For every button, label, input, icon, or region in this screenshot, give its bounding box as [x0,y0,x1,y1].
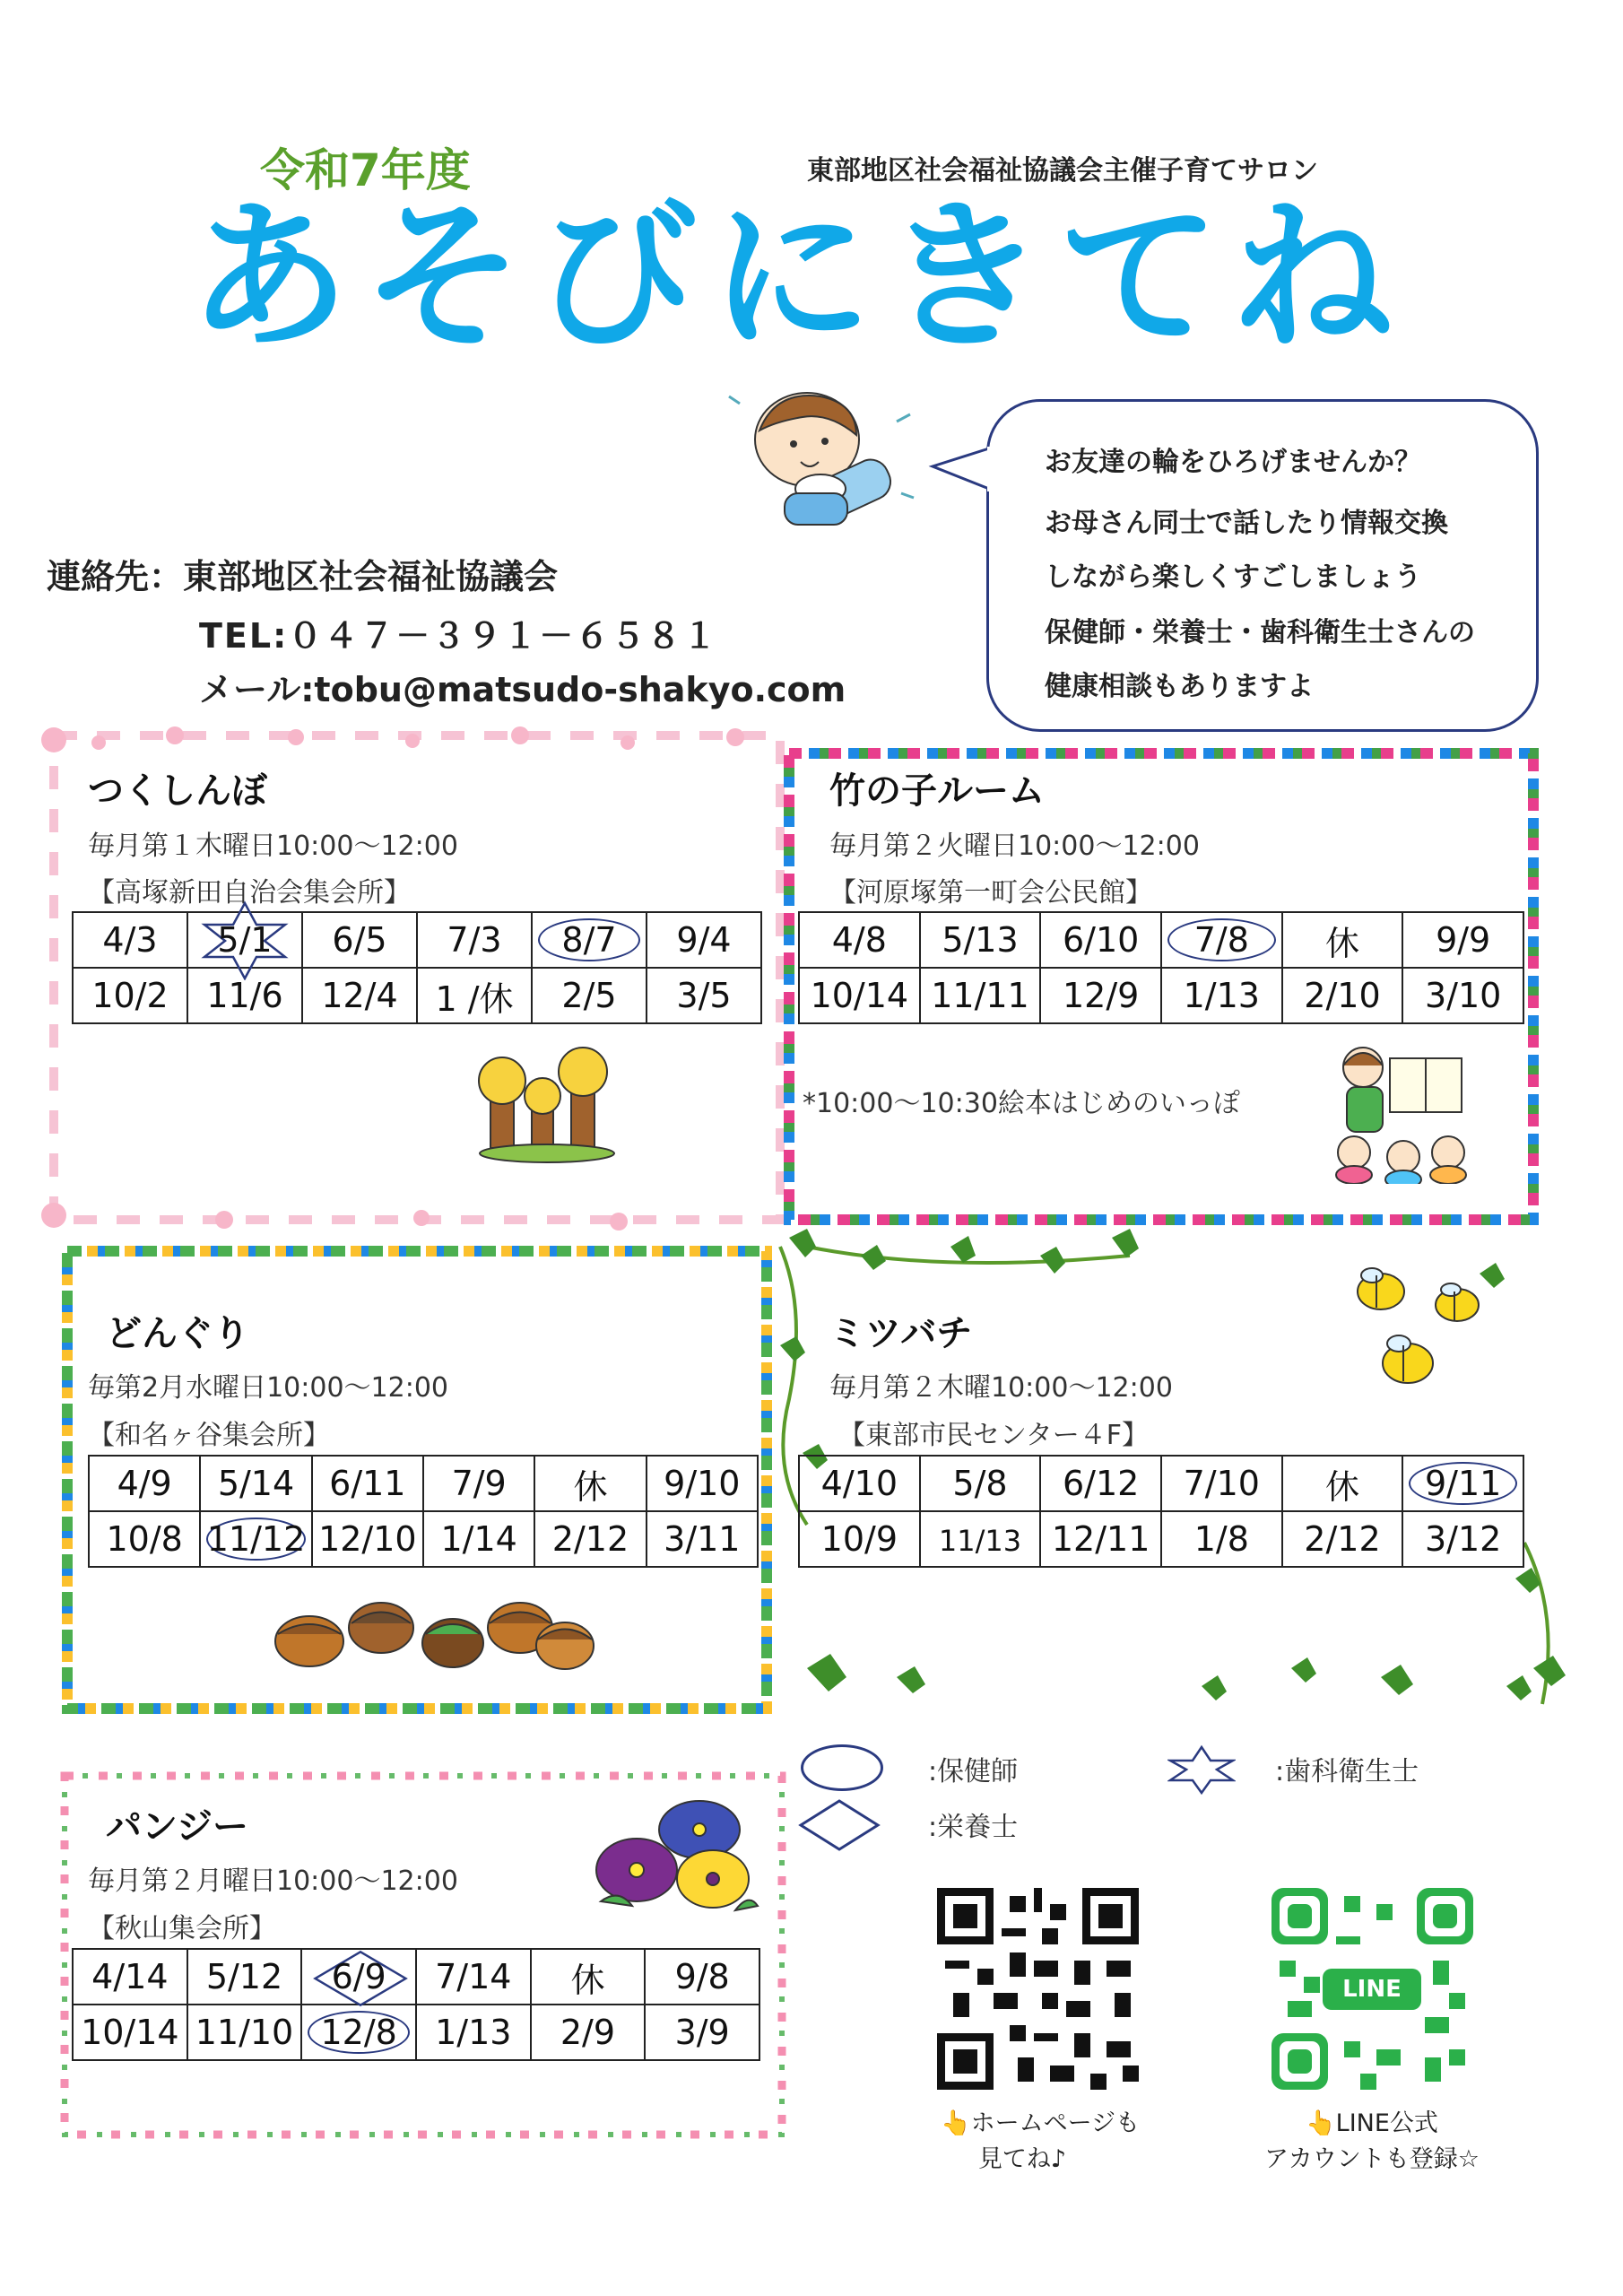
section-place-pansy: 【秋山集会所】 [88,1913,276,1944]
date-cell: 10/2 [73,968,187,1023]
date-cell: 7/14 [416,1949,531,2005]
legend-nutrition: :栄養士 [928,1812,1019,1843]
date-cell: 3/12 [1402,1511,1523,1567]
bees-illustration [1345,1256,1497,1408]
date-cell: 6/9 [301,1949,416,2005]
schedule-table-takenoko [798,911,1524,1024]
date-cell: 10/14 [799,968,920,1023]
legend-diamond-icon [798,1798,881,1852]
date-cell: 休 [1282,1456,1403,1511]
date-cell: 11/10 [187,2005,302,2060]
date-cell: 2/9 [531,2005,646,2060]
bubble-line: お友達の輪をひろげませんか？ [1045,447,1421,478]
section-title-pansy: パンジー [106,1806,248,1848]
acorn-illustration [269,1587,601,1677]
date-cell: 3/5 [647,968,761,1023]
date-cell: 9/4 [647,912,761,968]
takenoko-note: *10:00～10:30絵本はじめのいっぽ [803,1088,1240,1119]
date-cell: 5/13 [920,912,1041,968]
date-cell: 10/14 [73,2005,187,2060]
pansy-flower-illustration [583,1785,762,1919]
date-cell: 5/14 [200,1456,311,1511]
date-cell: 1/13 [1161,968,1282,1023]
date-cell: 12/4 [302,968,417,1023]
bubble-line: 健康相談もありますよ [1045,671,1314,702]
date-cell: 6/12 [1040,1456,1161,1511]
contact-tel: TEL:０４７－３９１－６５８１ [199,616,719,656]
schedule-table-donguri [88,1455,759,1568]
date-cell: 11/11 [920,968,1041,1023]
bubble-line: 保健師・栄養士・歯科衛生士さんの [1045,617,1475,648]
section-place-takenoko: 【河原塚第一町会公民館】 [829,877,1152,909]
date-cell: 休 [534,1456,646,1511]
date-cell: 6/11 [312,1456,423,1511]
schedule-table-pansy [72,1948,760,2061]
section-schedule-pansy: 毎月第２月曜日10:00～12:00 [88,1866,458,1897]
date-cell: 11/12 [200,1511,311,1567]
date-cell: 12/8 [301,2005,416,2060]
date-cell: 12/11 [1040,1511,1161,1567]
section-schedule-tsukushinbo: 毎月第１木曜日10:00～12:00 [88,831,458,862]
date-cell: 1 /休 [417,968,532,1023]
section-schedule-donguri: 毎第2月水曜日10:00～12:00 [88,1372,448,1404]
date-cell: 3/9 [645,2005,759,2060]
section-place-mitsubachi: 【東部市民センター４F】 [838,1420,1150,1451]
date-cell: 2/5 [532,968,647,1023]
year-label: 令和7年度 [260,144,471,196]
legend-nurse: :保健師 [928,1756,1019,1787]
legend-circle-icon [801,1744,883,1791]
date-cell: 9/11 [1402,1456,1523,1511]
date-cell: 12/9 [1040,968,1161,1023]
date-cell: 5/8 [920,1456,1041,1511]
date-cell: 4/3 [73,912,187,968]
section-title-donguri: どんぐり [106,1313,249,1354]
date-cell: 2/12 [1282,1511,1403,1567]
section-schedule-takenoko: 毎月第２火曜日10:00～12:00 [829,831,1200,862]
section-title-tsukushinbo: つくしんぼ [88,770,267,812]
date-cell: 4/14 [73,1949,187,2005]
date-cell: 7/8 [1161,912,1282,968]
date-cell: 7/3 [417,912,532,968]
line-caption-line2: アカウントも登録☆ [1264,2145,1480,2173]
line-logo-icon: LINE [1323,1969,1421,2010]
date-cell: 3/11 [647,1511,758,1567]
tsukushi-illustration [471,1040,623,1166]
date-cell: 6/10 [1040,912,1161,968]
bubble-line: しながら楽しくすごしましょう [1045,561,1421,593]
date-cell: 休 [1282,912,1403,968]
homepage-qr-code[interactable] [937,1888,1139,2090]
date-cell: 6/5 [302,912,417,968]
section-title-mitsubachi: ミツバチ [829,1313,973,1354]
line-caption-line1: 👆LINE公式 [1306,2109,1438,2137]
date-cell: 5/12 [187,1949,302,2005]
date-cell: 9/8 [645,1949,759,2005]
date-cell: 12/10 [312,1511,423,1567]
date-cell: 1/8 [1161,1511,1282,1567]
contact-mail[interactable]: メール:tobu@matsudo-shakyo.com [199,670,846,709]
picture-book-illustration [1318,1040,1480,1184]
date-cell: 2/12 [534,1511,646,1567]
section-place-tsukushinbo: 【高塚新田自治会集会所】 [88,877,411,909]
date-cell: 4/10 [799,1456,920,1511]
date-cell: 9/10 [647,1456,758,1511]
date-cell: 3/10 [1402,968,1523,1023]
date-cell: 9/9 [1402,912,1523,968]
date-cell: 8/7 [532,912,647,968]
date-cell: 11/13 [920,1511,1041,1567]
schedule-table-mitsubachi [798,1455,1524,1568]
date-cell: 7/9 [423,1456,534,1511]
contact-label: 連絡先：東部地区社会福祉協議会 [47,557,559,596]
date-cell: 1/14 [423,1511,534,1567]
section-title-takenoko: 竹の子ルーム [829,770,1045,812]
page-title: あそびにきてね [188,184,1407,371]
date-cell: 10/8 [89,1511,200,1567]
date-cell: 2/10 [1282,968,1403,1023]
homepage-caption-line2: 見てね♪ [977,2145,1067,2173]
schedule-table-tsukushinbo [72,911,762,1024]
legend-star-icon [1167,1744,1236,1795]
date-cell: 1/13 [416,2005,531,2060]
date-cell: 10/9 [799,1511,920,1567]
bubble-line: お母さん同士で話したり情報交換 [1045,508,1448,539]
date-cell: 11/6 [187,968,302,1023]
date-cell: 4/9 [89,1456,200,1511]
legend-dental: :歯科衛生士 [1275,1756,1419,1787]
date-cell: 4/8 [799,912,920,968]
organizer-label: 東部地区社会福祉協議会主催子育てサロン [807,155,1318,187]
homepage-caption-line1: 👆ホームページも [940,2109,1141,2137]
date-cell: 休 [531,1949,646,2005]
section-schedule-mitsubachi: 毎月第２木曜10:00～12:00 [829,1372,1173,1404]
date-cell: 5/1 [187,912,302,968]
section-place-donguri: 【和名ヶ谷集会所】 [88,1420,330,1451]
date-cell: 7/10 [1161,1456,1282,1511]
